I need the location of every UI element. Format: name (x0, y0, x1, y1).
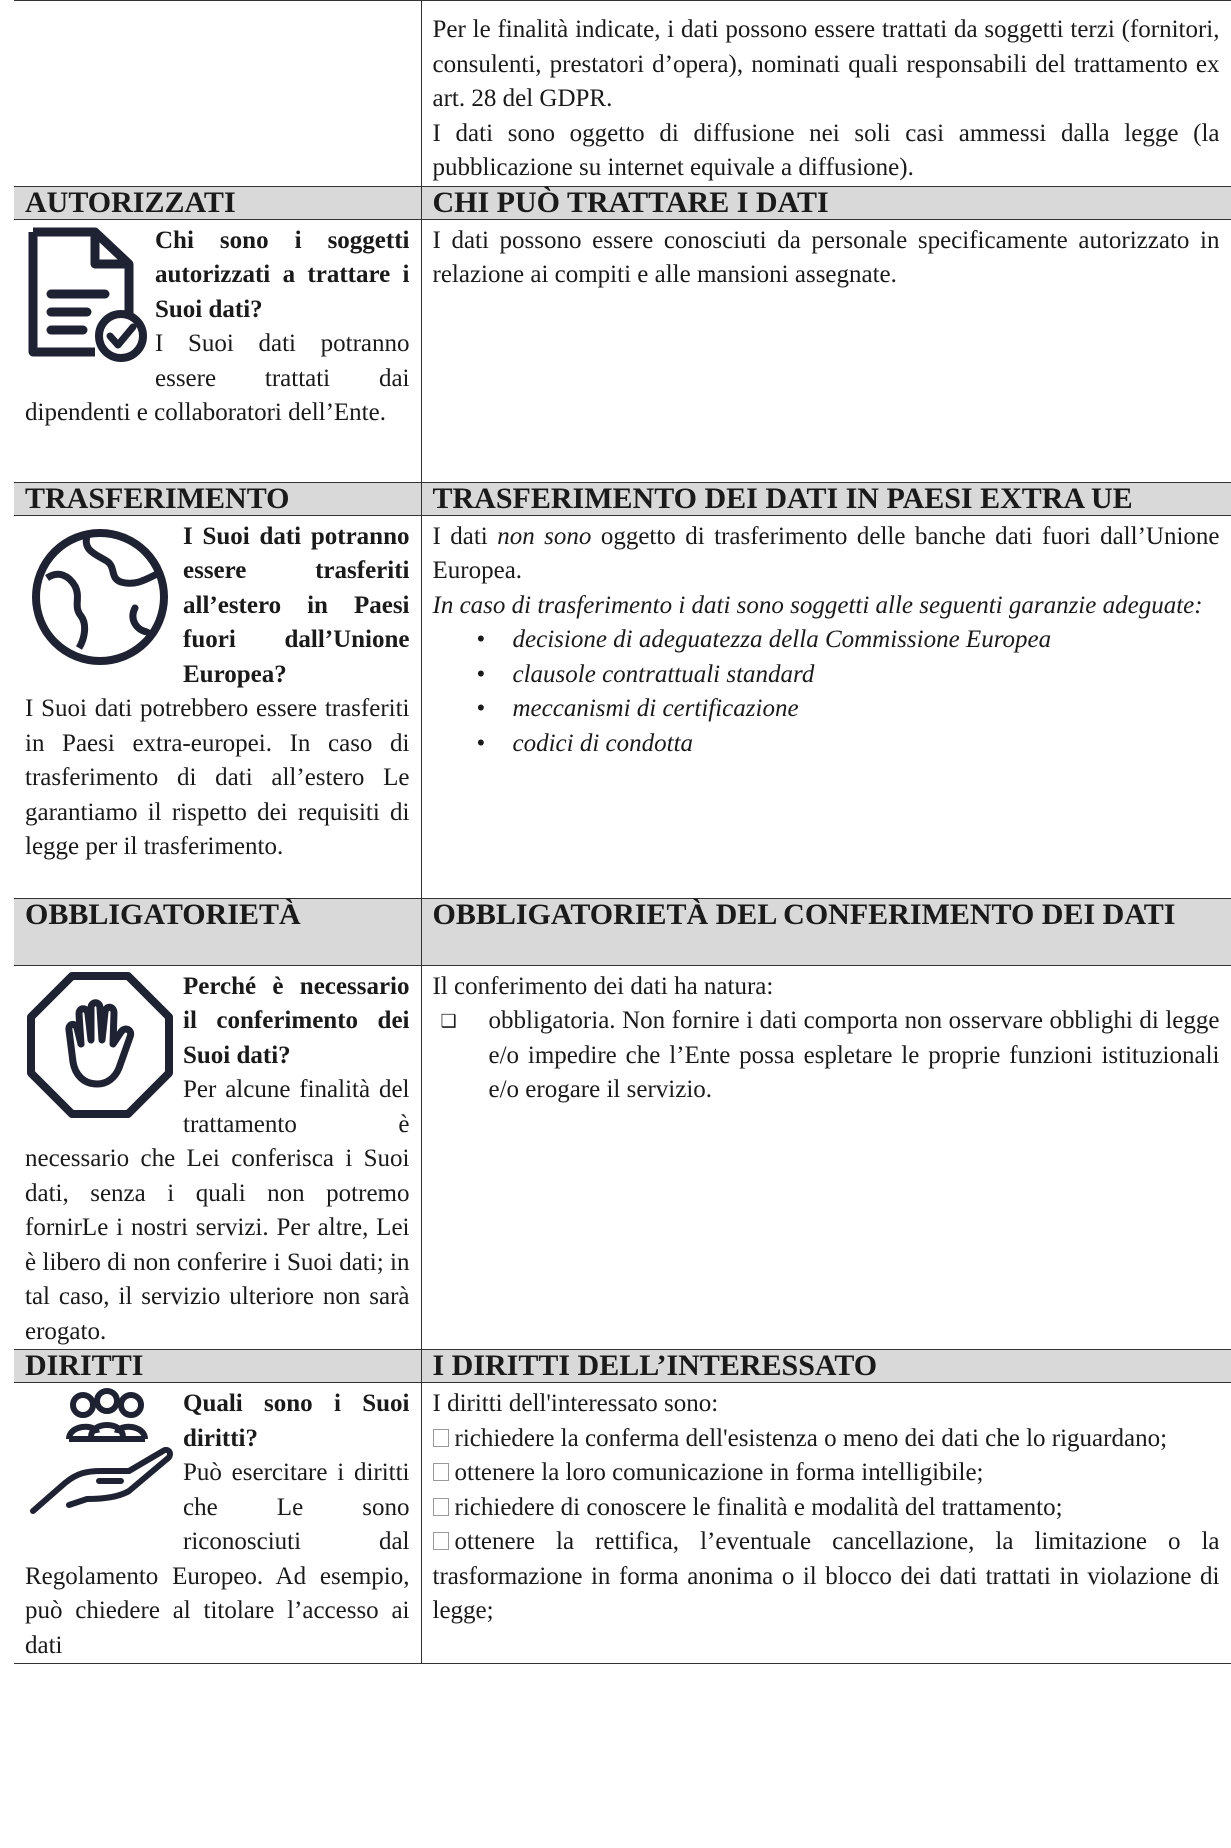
left-cell-obbligatorieta (14, 965, 421, 1350)
text-trasferimento-1b: oggetto di trasferimento delle banche dati fuori dall’Unione Europea. (432, 522, 1220, 584)
left-cell-autorizzati (14, 219, 421, 482)
section-title-trasferimento: TRASFERIMENTO DEI DATI IN PAESI EXTRA UE (421, 482, 1231, 515)
empty-left-cell (14, 1, 421, 187)
rights-item (433, 1491, 1220, 1526)
row-head-diritti (14, 1350, 1231, 1383)
list-item: • clausole contrattuali standard (513, 658, 1220, 693)
right-cell-diritti (421, 1383, 1231, 1664)
row-body-diritti (14, 1383, 1231, 1664)
checkbox-glyph (433, 1498, 449, 1516)
stop-hand-icon (25, 970, 175, 1131)
section-label-diritti: DIRITTI (14, 1350, 421, 1383)
rights-item (433, 1422, 1220, 1457)
row-body-obbligatorieta (14, 965, 1231, 1350)
rights-item (433, 1456, 1220, 1491)
rights-item-text: ottenere la loro comunicazione in forma intelligibile; (454, 1459, 984, 1486)
rights-item-text: richiedere la conferma dell'esistenza o meno dei dati che lo riguardano; (454, 1424, 1168, 1452)
row-top-continuation (14, 1, 1231, 187)
text-trasferimento-1a: I dati (432, 522, 498, 550)
top-paragraph-1: Per le finalità indicate, i dati possono essere trattati da soggetti terzi (fornitori, consulenti, prestatori d’opera), nominati quali responsabili del trattamento ex art. 28 del GDPR. (432, 16, 1220, 112)
people-hand-icon (25, 1387, 175, 1528)
right-cell-trasferimento (421, 515, 1231, 898)
top-paragraph-2: I dati sono oggetto di diffusione nei soli casi ammessi dalla legge (la pubblicazione su internet equivale a diffusione). (432, 119, 1220, 181)
right-cell-autorizzati (421, 219, 1231, 482)
question-autorizzati: Chi sono i soggetti autorizzati a trattare i Suoi dati? (155, 226, 410, 323)
text-autorizzati: I dati possono essere conosciuti da personale specificamente autorizzato in relazione ai compiti e alle mansioni assegnate. (432, 226, 1220, 288)
answer-trasferimento: I Suoi dati potrebbero essere trasferiti in Paesi extra-europei. In caso di trasferimento di dati all’estero Le garantiamo il rispetto dei requisiti di legge per il trasferimento. (25, 695, 410, 860)
rights-item-text: ottenere la rettifica, l’eventuale cancellazione, la limitazione o la trasformazione in forma anonima o il blocco dei dati trattati in violazione di legge; (432, 1528, 1220, 1624)
nature-list (433, 1004, 1220, 1108)
list-item: • codici di condotta (513, 727, 1220, 762)
question-obbligatorieta: Perché è necessario il conferimento dei Suoi dati? (183, 972, 410, 1069)
list-item: • meccanismi di certificazione (513, 692, 1220, 727)
row-head-obbligatorieta (14, 898, 1231, 965)
section-title-diritti: I DIRITTI DELL’INTERESSATO (421, 1350, 1231, 1383)
section-label-obbligatorieta: OBBLIGATORIETÀ (14, 898, 421, 965)
document-check-icon (25, 224, 147, 373)
globe-icon (25, 520, 175, 681)
section-title-autorizzati: CHI PUÒ TRATTARE I DATI (421, 186, 1231, 219)
checkbox-glyph (433, 1463, 449, 1481)
row-head-autorizzati (14, 186, 1231, 219)
row-head-trasferimento (14, 482, 1231, 515)
left-cell-diritti (14, 1383, 421, 1664)
question-diritti: Quali sono i Suoi diritti? (183, 1390, 410, 1452)
answer-obbligatorieta: Per alcune finalità del trattamento è necessario che Lei conferisca i Suoi dati, senza i quali non potremo fornirLe i nostri servizi. Per altre, Lei è libero di non conferire i Suoi dati; in tal caso, il servizio ulteriore non sarà erogato. (25, 1076, 410, 1345)
right-cell-obbligatorieta (421, 965, 1231, 1350)
text-obbligatorieta-intro: Il conferimento dei dati ha natura: (432, 972, 774, 1000)
row-body-trasferimento (14, 515, 1231, 898)
list-item: ❑ obbligatoria. Non fornire i dati comporta non osservare obblighi di legge e/o impedire che l’Ente possa espletare le proprie funzioni istituzionali e/o erogare il servizio. (489, 1004, 1220, 1108)
row-body-autorizzati (14, 219, 1231, 482)
rights-item-text: richiedere di conoscere le finalità e modalità del trattamento; (454, 1493, 1063, 1521)
checkbox-glyph (433, 1532, 449, 1550)
rights-item (433, 1525, 1220, 1629)
guarantees-list (433, 623, 1220, 761)
top-right-cell (421, 1, 1231, 187)
question-trasferimento: I Suoi dati potranno essere trasferiti all’estero in Paesi fuori dall’Unione Europea? (183, 522, 410, 688)
section-label-trasferimento: TRASFERIMENTO (14, 482, 421, 515)
privacy-info-table (14, 0, 1231, 1664)
answer-diritti: Può esercitare i diritti che Le sono riconosciuti dal Regolamento Europeo. Ad esempio, può chiedere al titolare l’accesso ai dati (25, 1459, 410, 1659)
text-trasferimento-2: In caso di trasferimento i dati sono soggetti alle seguenti garanzie adeguate: (432, 591, 1203, 619)
text-diritti-intro: I diritti dell'interessato sono: (432, 1390, 719, 1417)
checkbox-glyph (433, 1429, 449, 1447)
list-item: • decisione di adeguatezza della Commissione Europea (513, 623, 1220, 658)
section-label-autorizzati: AUTORIZZATI (14, 186, 421, 219)
answer-autorizzati: I Suoi dati potranno essere trattati dai dipendenti e collaboratori dell’Ente. (25, 330, 410, 426)
text-trasferimento-em: non sono (497, 522, 592, 550)
text-trasferimento-1 (433, 520, 1220, 589)
section-title-obbligatorieta: OBBLIGATORIETÀ DEL CONFERIMENTO DEI DATI (421, 898, 1231, 965)
left-cell-trasferimento (14, 515, 421, 898)
